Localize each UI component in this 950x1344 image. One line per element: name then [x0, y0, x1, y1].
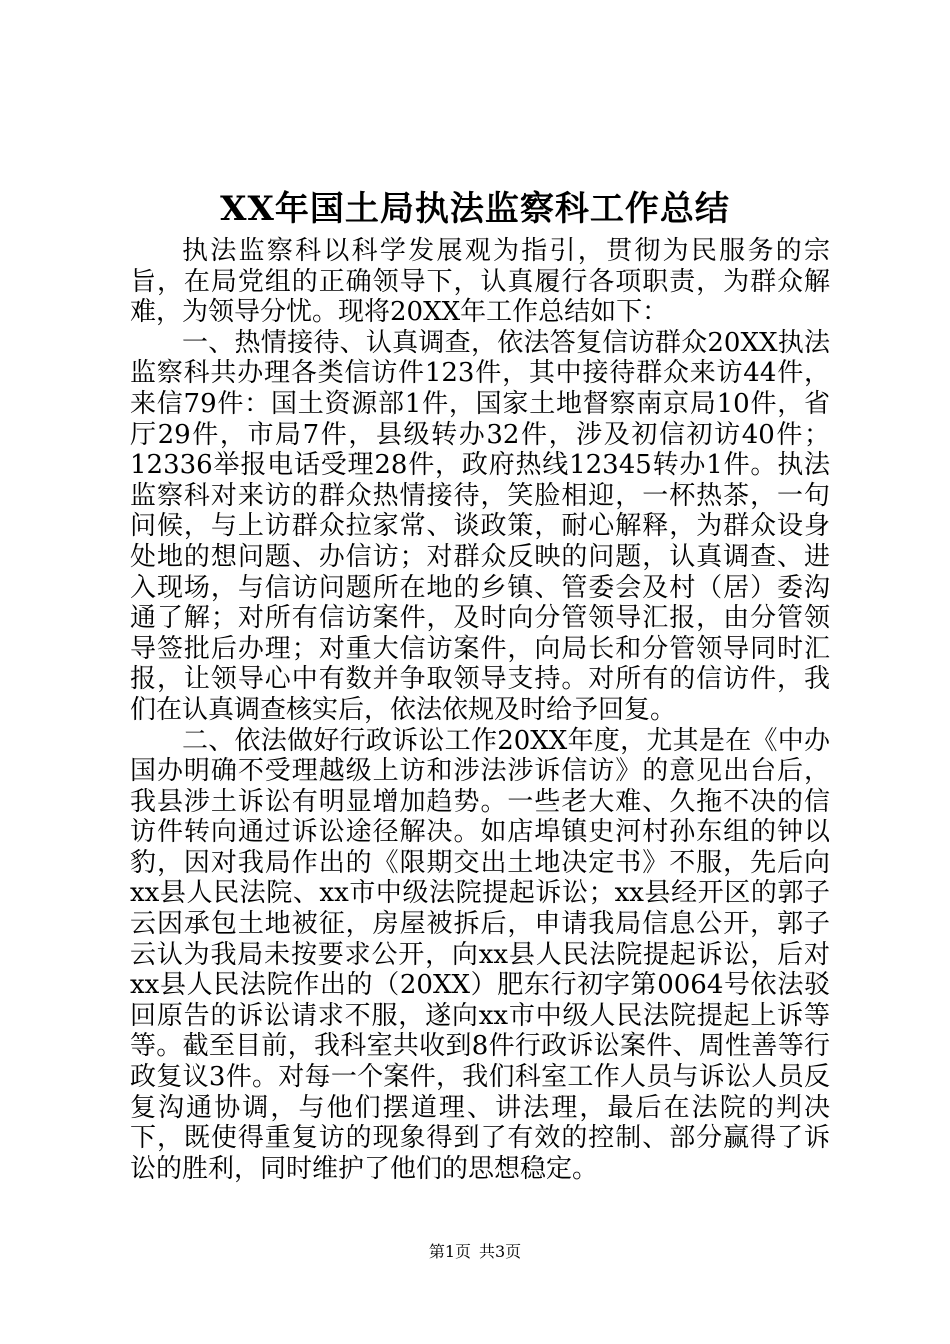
page-number-total: 共3页: [479, 1242, 522, 1261]
page-footer: [0, 1240, 950, 1264]
document-title: XX年国土局执法监察科工作总结: [220, 189, 730, 229]
paragraph-section-1: 一、热情接待、认真调查，依法答复信访群众20XX执法监察科共办理各类信访件123件，其中接待群众来访44件，来信79件：国土资源部1件，国家土地督察南京局10件，省厅29件，市局7件，县级转办32件，涉及初信初访40件；12336举报电话受理28件，政府热线12345转办1件。执法监察科对来访的群众热情接待，笑脸相迎，一杯热茶，一句问候，与上访群众拉家常、谈政策，耐心解释，为群众设身处地的想问题、办信访；对群众反映的问题，认真调查、进入现场，与信访问题所在地的乡镇、管委会及村（居）委沟通了解；对所有信访案件，及时向分管领导汇报，由分管领导签批后办理；对重大信访案件，向局长和分管领导同时汇报，让领导心中有数并争取领导支持。对所有的信访件，我们在认真调查核实后，依法依规及时给予回复。: [130, 327, 830, 725]
paragraph-intro: 执法监察科以科学发展观为指引，贯彻为民服务的宗旨，在局党组的正确领导下，认真履行各项职责，为群众解难，为领导分忧。现将20XX年工作总结如下：: [130, 236, 830, 328]
page-number-current: 第1页: [428, 1242, 471, 1261]
document-body: [130, 236, 830, 1184]
paragraph-section-2: 二、依法做好行政诉讼工作20XX年度，尤其是在《中办国办明确不受理越级上访和涉法涉诉信访》的意见出台后，我县涉土诉讼有明显增加趋势。一些老大难、久拖不决的信访件转向通过诉讼途径解决。如店埠镇史河村孙东组的钟以豹，因对我局作出的《限期交出土地决定书》不服，先后向xx县人民法院、xx市中级法院提起诉讼；xx县经开区的郭子云因承包土地被征，房屋被拆后，申请我局信息公开，郭子云认为我局未按要求公开，向xx县人民法院提起诉讼，后对xx县人民法院作出的（20XX）肥东行初字第0064号依法驳回原告的诉讼请求不服，遂向xx市中级人民法院提起上诉等等。截至目前，我科室共收到8件行政诉讼案件、周性善等行政复议3件。对每一个案件，我们科室工作人员与诉讼人员反复沟通协调，与他们摆道理、讲法理，最后在法院的判决下，既使得重复访的现象得到了有效的控制、部分赢得了诉讼的胜利，同时维护了他们的思想稳定。: [130, 725, 830, 1184]
